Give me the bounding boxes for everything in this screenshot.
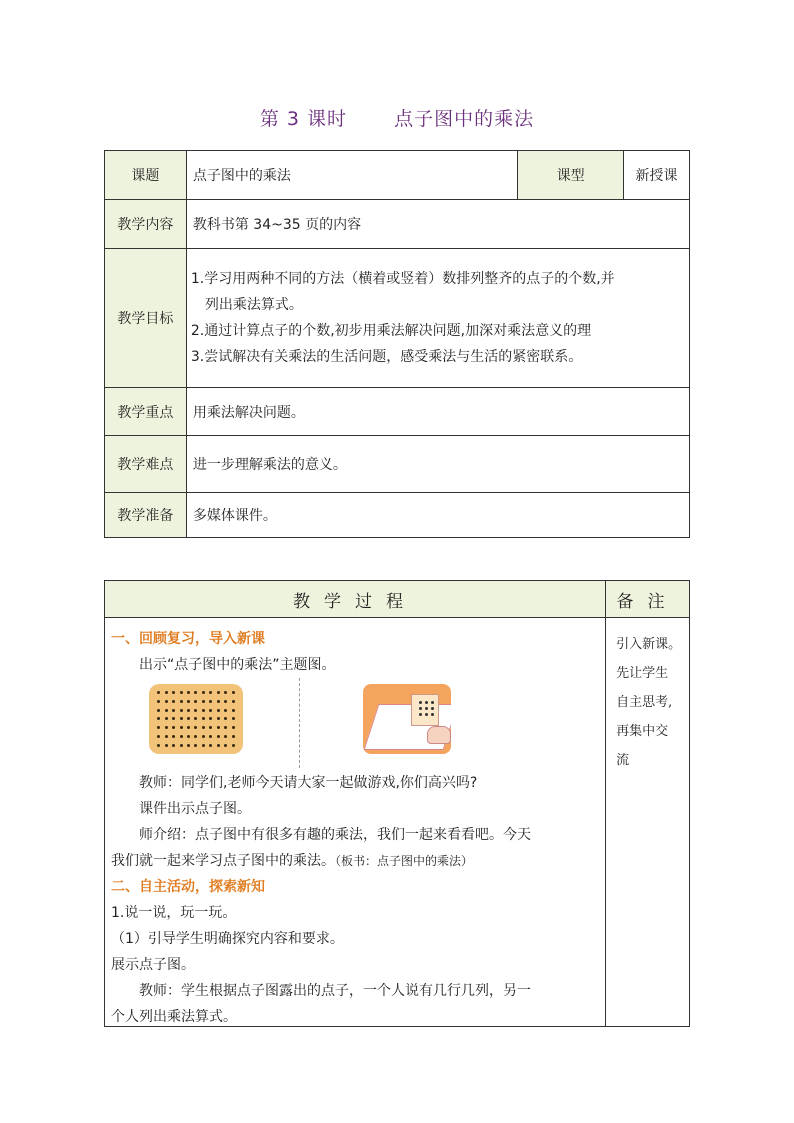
dot — [180, 691, 183, 694]
note-line: 再集中交 — [616, 724, 669, 739]
dot — [187, 744, 190, 747]
dot — [224, 717, 227, 720]
goals-label: 教学目标 — [105, 249, 187, 388]
lesson-number: 第 3 课时 — [259, 108, 348, 130]
paragraph: 出示“点子图中的乘法”主题图。 — [139, 657, 336, 673]
dot — [165, 726, 168, 729]
theme-images — [111, 678, 597, 770]
dot — [202, 709, 205, 712]
dot — [224, 726, 227, 729]
dot — [165, 700, 168, 703]
dot — [187, 700, 190, 703]
dot — [187, 709, 190, 712]
dot — [194, 744, 197, 747]
dot — [165, 735, 168, 738]
dot — [157, 709, 160, 712]
process-header: 教学过程 — [105, 581, 606, 618]
dot — [172, 735, 175, 738]
topic-value: 点子图中的乘法 — [186, 151, 517, 200]
paragraph — [111, 848, 597, 874]
type-value: 新授课 — [624, 151, 690, 200]
dot — [172, 691, 175, 694]
dot — [157, 700, 160, 703]
topic-label: 课题 — [105, 151, 187, 200]
dot — [202, 726, 205, 729]
content-value: 教科书第 34~35 页的内容 — [186, 200, 689, 249]
hand-icon — [427, 726, 451, 744]
prep-value: 多媒体课件。 — [186, 493, 689, 538]
dot — [187, 691, 190, 694]
dot — [172, 744, 175, 747]
page-title — [0, 104, 794, 131]
content-label: 教学内容 — [105, 200, 187, 249]
dot — [224, 744, 227, 747]
key-label: 教学重点 — [105, 388, 187, 436]
type-label: 课型 — [518, 151, 624, 200]
goal-item: 列出乘法算式。 — [204, 297, 303, 313]
dot — [209, 700, 212, 703]
dot — [209, 726, 212, 729]
dot — [232, 717, 235, 720]
goals-list — [186, 249, 689, 388]
dot — [202, 744, 205, 747]
dot — [202, 735, 205, 738]
paragraph: 1.说一说，玩一玩。 — [111, 905, 237, 921]
paragraph-text: 我们就一起来学习点子图中的乘法。 — [111, 853, 335, 869]
dot-board-image — [149, 684, 243, 754]
dot — [180, 709, 183, 712]
paragraph: 教师：同学们,老师今天请大家一起做游戏,你们高兴吗? — [139, 775, 478, 791]
dot — [224, 700, 227, 703]
notes-header: 备注 — [606, 581, 690, 618]
dot — [187, 735, 190, 738]
note-line: 先让学生 — [616, 666, 669, 681]
image-divider — [299, 678, 300, 768]
dot — [202, 717, 205, 720]
dot — [194, 735, 197, 738]
teaching-process-table — [104, 580, 690, 1027]
dot-card-image — [363, 684, 451, 754]
lesson-title: 点子图中的乘法 — [394, 108, 535, 130]
dot — [165, 709, 168, 712]
dot — [194, 709, 197, 712]
dot — [232, 700, 235, 703]
paragraph: 课件出示点子图。 — [139, 801, 251, 817]
paragraph: 展示点子图。 — [111, 957, 195, 973]
board-note: （板书：点子图中的乘法） — [335, 854, 474, 868]
dot — [209, 744, 212, 747]
dot — [209, 735, 212, 738]
dot — [165, 691, 168, 694]
note-line: 引入新课。 — [616, 637, 682, 652]
dot — [180, 744, 183, 747]
lesson-info-table — [104, 150, 690, 538]
dot — [217, 691, 220, 694]
dot — [165, 717, 168, 720]
dot — [157, 744, 160, 747]
goal-item: 3.尝试解决有关乘法的生活问题，感受乘法与生活的紧密联系。 — [190, 349, 583, 365]
dot — [165, 744, 168, 747]
process-content — [105, 618, 605, 1026]
note-line: 自主思考, — [616, 695, 673, 710]
dot — [232, 726, 235, 729]
paragraph: 个人列出乘法算式。 — [111, 1009, 237, 1025]
dot — [202, 700, 205, 703]
dot — [157, 726, 160, 729]
prep-label: 教学准备 — [105, 493, 187, 538]
dot — [194, 691, 197, 694]
paragraph: （1）引导学生明确探究内容和要求。 — [111, 931, 344, 947]
dot — [217, 735, 220, 738]
dot — [180, 717, 183, 720]
dot — [157, 691, 160, 694]
difficulty-value: 进一步理解乘法的意义。 — [186, 436, 689, 493]
dot — [224, 709, 227, 712]
dot — [232, 709, 235, 712]
dot — [232, 744, 235, 747]
dot — [217, 700, 220, 703]
dot — [224, 691, 227, 694]
key-value: 用乘法解决问题。 — [186, 388, 689, 436]
note-line: 流 — [616, 753, 630, 768]
difficulty-label: 教学难点 — [105, 436, 187, 493]
notes-column — [606, 618, 690, 1027]
dot — [194, 700, 197, 703]
dot — [217, 717, 220, 720]
dot — [217, 709, 220, 712]
dot — [232, 735, 235, 738]
paragraph: 师介绍：点子图中有很多有趣的乘法，我们一起来看看吧。今天 — [139, 827, 531, 843]
dot — [157, 735, 160, 738]
dot — [180, 726, 183, 729]
dot — [194, 726, 197, 729]
dot — [172, 700, 175, 703]
dot — [209, 717, 212, 720]
dot — [224, 735, 227, 738]
section-heading: 一、回顾复习，导入新课 — [111, 631, 265, 647]
goal-item: 1.学习用两种不同的方法（横着或竖着）数排列整齐的点子的个数,并 — [190, 271, 615, 287]
paragraph: 教师：学生根据点子图露出的点子，一个人说有几行几列，另一 — [139, 983, 531, 999]
dot — [194, 717, 197, 720]
dot — [180, 700, 183, 703]
dot — [187, 717, 190, 720]
dot — [180, 735, 183, 738]
dot — [217, 744, 220, 747]
section-heading: 二、自主活动，探索新知 — [111, 879, 265, 895]
dot — [172, 717, 175, 720]
dot — [187, 726, 190, 729]
dot — [172, 709, 175, 712]
dot — [209, 691, 212, 694]
dot — [172, 726, 175, 729]
dot — [157, 717, 160, 720]
dot — [232, 691, 235, 694]
dot — [209, 709, 212, 712]
dot — [217, 726, 220, 729]
dot — [202, 691, 205, 694]
goal-item: 2.通过计算点子的个数,初步用乘法解决问题,加深对乘法意义的理 — [190, 323, 592, 339]
